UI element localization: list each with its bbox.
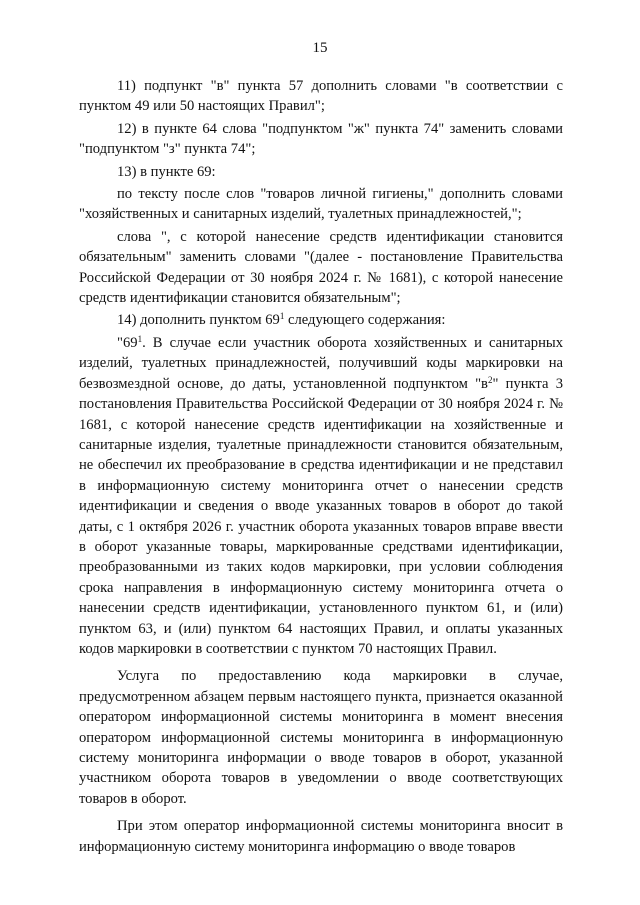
paragraph-item-11: 11) подпункт "в" пункта 57 дополнить словами "в соответствии с пунктом 49 или 50 настоящих Правил"; (79, 78, 563, 115)
superscript: 2 (487, 374, 493, 385)
paragraph-item-14 (79, 310, 563, 330)
clause-text: . В случае если участник оборота хозяйственных и санитарных изделий, туалетных принадлежностей, получивший коды маркировки на безвозмездной основе, до даты, установленной подпунктом "в (79, 334, 563, 392)
paragraph-item-12: 12) в пункте 64 слова "подпунктом "ж" пункта 74" заменить словами "подпунктом "з" пункта 74"; (79, 120, 563, 158)
paragraph-item-14-text-end: следующего содержания: (284, 312, 446, 329)
paragraph-item-13-words-replacement: слова ", с которой нанесение средств идентификации становится обязательным" заменить словами "(далее - постановление Правительства Российской Федерации от 30 ноября 2024 г. № 1681), с которой нанесение средств идентификации становится обязательным"; (79, 228, 563, 307)
document-body (79, 76, 563, 857)
paragraph-operator: При этом оператор информационной системы мониторинга вносит в информационную систему мониторинга информацию о вводе товаров (79, 818, 563, 855)
paragraph-clause-69-1 (79, 333, 563, 660)
paragraph-item-14-text: 14) дополнить пунктом 69 (117, 312, 280, 329)
clause-text-end: " пункта 3 постановления Правительства Российской Федерации от 30 ноября 2024 г. № 1681, с которой нанесение средств идентификации на хозяйственные и санитарные изделия, туалетные принадлежности становится обязательным, не обеспечил их преобразование в средства идентификации и не представил в информационную систему мониторинга отчет о нанесении средств идентификации и сведения о вводе указанных товаров в оборот до такой даты, с 1 октября 2026 г. участник оборота указанных товаров вправе ввести в оборот указанные товары, маркированные средствами идентификации, преобразованными из таких кодов маркировки, при условии соблюдения срока направления в информационную систему мониторинга отчета о нанесении средств идентификации, установленного пунктом 61, и (или) пунктом 63, и (или) пунктом 64 настоящих Правил, и оплаты указанных кодов маркировки в соответствии с пунктом 70 настоящих Правил. (79, 375, 563, 657)
clause-number: "69 (117, 334, 138, 351)
superscript: 1 (137, 333, 143, 344)
paragraph-item-13: 13) в пункте 69: (117, 163, 216, 180)
page-number: 15 (312, 40, 328, 56)
superscript: 1 (279, 311, 285, 322)
paragraph-item-13-text-addition: по тексту после слов "товаров личной гигиены," дополнить словами "хозяйственных и санитарных изделий, туалетных принадлежностей,"; (79, 186, 563, 223)
paragraph-service: Услуга по предоставлению кода маркировки в случае, предусмотренном абзацем первым настоящего пункта, признается оказанной оператором информационной системы мониторинга в момент внесения оператором информационной системы мониторинга в информационную систему мониторинга информации о вводе товаров в оборот, указанной участником оборота товаров в уведомлении о вводе соответствующих товаров в оборот. (79, 668, 563, 807)
